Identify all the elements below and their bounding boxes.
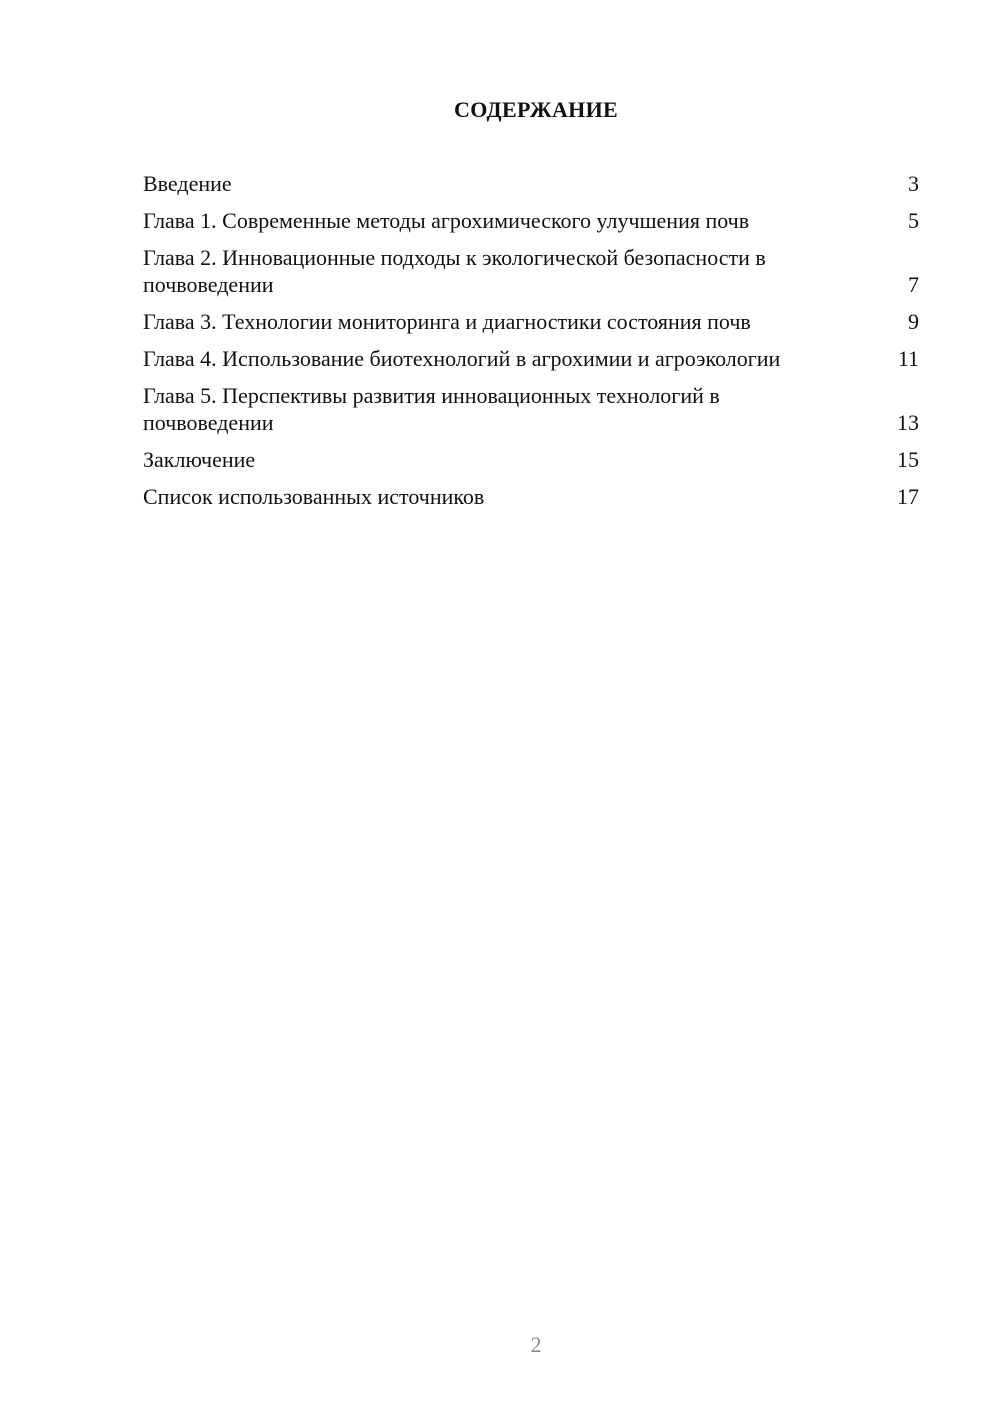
toc-entry-label: Глава 2. Инновационные подходы к экологической безопасности в почвоведении xyxy=(143,245,766,297)
toc-entry-page: 5 xyxy=(908,208,919,233)
toc-title: СОДЕРЖАНИЕ xyxy=(454,97,618,122)
toc-entry-chapter-4 xyxy=(143,345,919,372)
toc-entry-page: 15 xyxy=(897,447,919,472)
toc-entry-page: 11 xyxy=(897,346,919,371)
toc-entry-chapter-5 xyxy=(143,382,919,436)
toc-entry-label: Список использованных источников xyxy=(143,484,485,509)
toc-entry-label: Заключение xyxy=(143,447,256,472)
toc-entry-chapter-1 xyxy=(143,207,919,234)
toc-entry-references xyxy=(143,483,919,510)
toc-entry-page: 17 xyxy=(897,484,919,509)
toc-entry-chapter-2 xyxy=(143,244,919,298)
toc-entry-chapter-3 xyxy=(143,308,919,335)
toc-entry-conclusion xyxy=(143,446,919,473)
toc-entry-label: Глава 5. Перспективы развития инновационных технологий в почвоведении xyxy=(143,383,720,435)
toc-entry-introduction xyxy=(143,170,919,197)
page-number: 2 xyxy=(530,1332,542,1357)
toc-entry-page: 3 xyxy=(908,171,919,196)
toc-entry-page: 13 xyxy=(897,410,919,435)
toc-entry-label: Введение xyxy=(143,171,232,196)
toc-entry-label: Глава 4. Использование биотехнологий в агрохимии и агроэкологии xyxy=(143,346,781,371)
toc-entry-page: 7 xyxy=(908,272,919,297)
table-of-contents xyxy=(143,170,919,520)
toc-entry-page: 9 xyxy=(908,309,919,334)
toc-entry-label: Глава 3. Технологии мониторинга и диагностики состояния почв xyxy=(143,309,751,334)
toc-entry-label: Глава 1. Современные методы агрохимического улучшения почв xyxy=(143,208,750,233)
